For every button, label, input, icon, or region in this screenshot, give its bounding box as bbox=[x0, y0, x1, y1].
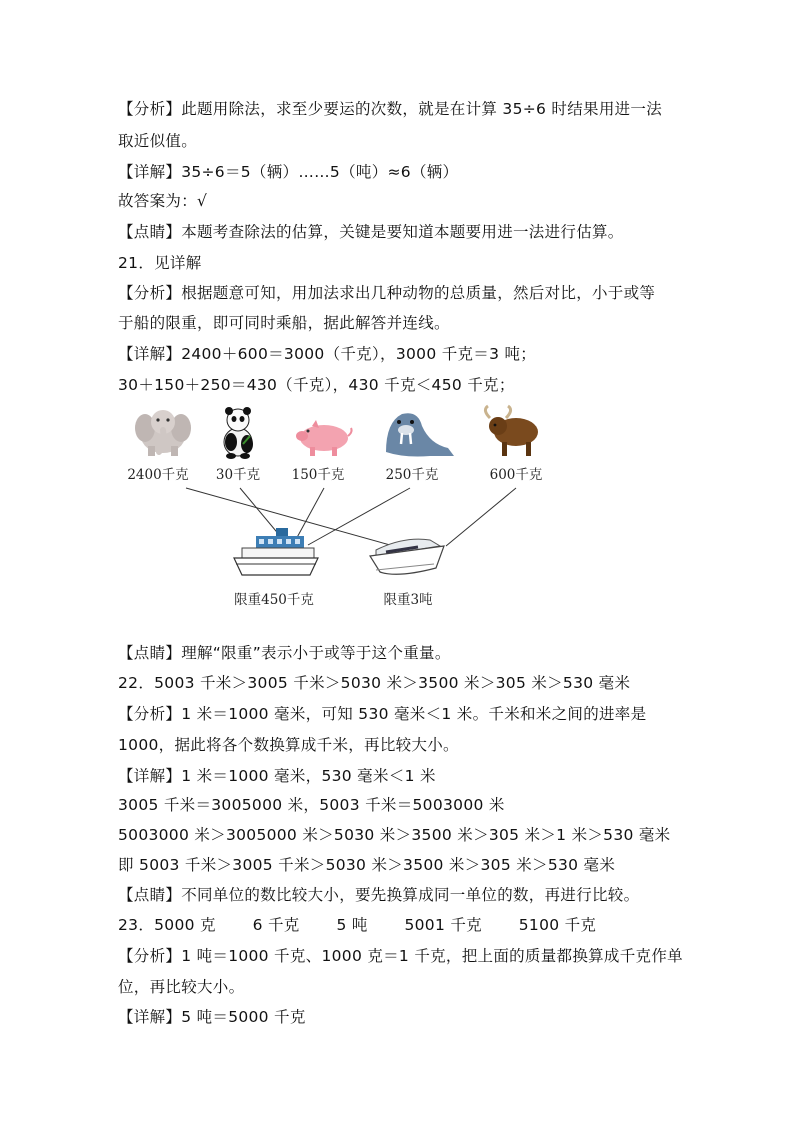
yacht-label: 限重3吨 bbox=[383, 592, 433, 608]
text-line-22: 位，再比较大小。 bbox=[118, 978, 245, 996]
pig-label: 150千克 bbox=[291, 467, 345, 483]
walrus-icon bbox=[386, 413, 454, 456]
panda-icon bbox=[224, 407, 253, 459]
yak-icon bbox=[485, 406, 538, 456]
figure-svg bbox=[118, 400, 558, 615]
text-line-15: 【详解】1 米＝1000 毫米，530 毫米＜1 米 bbox=[118, 767, 436, 785]
yak-label: 600千克 bbox=[489, 467, 543, 483]
text-line-10: 30＋150＋250＝430（千克），430 千克＜450 千克； bbox=[118, 376, 515, 394]
text-line-11: 【点睛】理解“限重”表示小于或等于这个重量。 bbox=[118, 644, 451, 662]
text-line-13: 【分析】1 米＝1000 毫米，可知 530 毫米＜1 米。千米和米之间的进率是 bbox=[118, 705, 647, 723]
ferry-label: 限重450千克 bbox=[234, 592, 314, 608]
text-line-16: 3005 千米＝3005000 米，5003 千米＝5003000 米 bbox=[118, 796, 505, 814]
line-yak-yacht bbox=[446, 488, 516, 546]
text-line-9: 【详解】2400＋600＝3000（千克），3000 千克＝3 吨； bbox=[118, 345, 537, 363]
ferry-icon bbox=[234, 528, 318, 575]
text-line-19: 【点睛】不同单位的数比较大小，要先换算成同一单位的数，再进行比较。 bbox=[118, 886, 640, 904]
text-line-2: 取近似值。 bbox=[118, 132, 198, 150]
pig-icon bbox=[296, 420, 352, 456]
text-line-6: 21．见详解 bbox=[118, 254, 202, 272]
animal-boat-figure bbox=[118, 400, 558, 615]
text-line-7: 【分析】根据题意可知，用加法求出几种动物的总质量，然后对比，小于或等 bbox=[118, 284, 656, 302]
text-line-20: 23．5000 克 6 千克 5 吨 5001 千克 5100 千克 bbox=[118, 916, 597, 934]
text-line-14: 1000，据此将各个数换算成千米，再比较大小。 bbox=[118, 736, 459, 754]
text-line-17: 5003000 米＞3005000 米＞5030 米＞3500 米＞305 米＞1 米＞530 毫米 bbox=[118, 826, 671, 844]
yacht-icon bbox=[370, 539, 444, 574]
text-line-12: 22．5003 千米＞3005 千米＞5030 米＞3500 米＞305 米＞530 毫米 bbox=[118, 674, 631, 692]
connection-lines bbox=[186, 488, 516, 546]
text-line-8: 于船的限重，即可同时乘船，据此解答并连线。 bbox=[118, 314, 450, 332]
text-line-21: 【分析】1 吨＝1000 千克、1000 克＝1 千克，把上面的质量都换算成千克作单 bbox=[118, 947, 683, 965]
text-line-23: 【详解】5 吨＝5000 千克 bbox=[118, 1008, 306, 1026]
text-line-3: 【详解】35÷6＝5（辆）……5（吨）≈6（辆） bbox=[118, 163, 459, 181]
text-line-5: 【点睛】本题考查除法的估算，关键是要知道本题要用进一法进行估算。 bbox=[118, 223, 624, 241]
elephant-label: 2400千克 bbox=[127, 467, 189, 483]
text-line-4: 故答案为：√ bbox=[118, 192, 208, 210]
panda-label: 30千克 bbox=[215, 467, 261, 483]
walrus-label: 250千克 bbox=[385, 467, 439, 483]
text-line-1: 【分析】此题用除法，求至少要运的次数，就是在计算 35÷6 时结果用进一法 bbox=[118, 100, 663, 118]
elephant-icon bbox=[135, 410, 191, 456]
line-pig-ferry bbox=[294, 488, 324, 543]
text-line-18: 即 5003 千米＞3005 千米＞5030 米＞3500 米＞305 米＞530 毫米 bbox=[118, 856, 616, 874]
